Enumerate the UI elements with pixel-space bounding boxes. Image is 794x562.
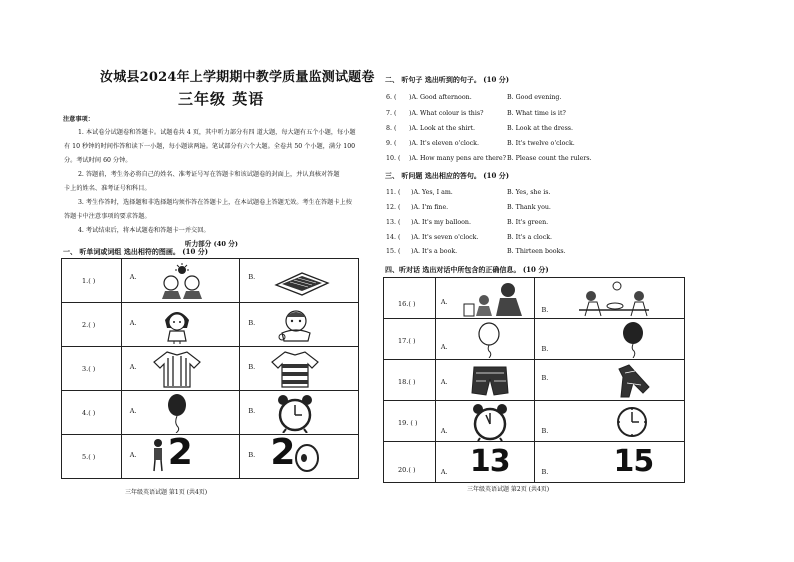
number-two-picture: 2	[270, 432, 296, 473]
option-a: )A. Look at the shirt.	[409, 125, 476, 132]
option-b: B. Yes, she is.	[507, 189, 551, 196]
option-a: )A. Good afternoon.	[409, 94, 472, 101]
option-a: )A. What colour is this?	[409, 110, 484, 117]
trousers-picture	[615, 363, 651, 399]
section-3-title: 三、 听问题 选出相应的答句。 (10 分)	[385, 171, 510, 180]
page-footer: 三年级英语试题 第2页 (共4页)	[467, 486, 550, 493]
q-number: 18.( )	[398, 378, 416, 386]
notice-line: 3. 考生作答时，选择题和非选择题均须作答在答题卡上，在本试题卷上答题无效。考生在答题卡上按	[78, 199, 352, 206]
section-4-title: 四、听对话 选出对话中所包含的正确信息。 (10 分)	[385, 265, 549, 274]
option-b-label: B.	[248, 363, 256, 371]
section-1-title: 一、 听单词或词组 选出相符的图画。 (10 分)	[63, 247, 209, 256]
q-number: 6. (	[386, 94, 397, 101]
option-a-label: A.	[129, 363, 137, 371]
option-b-label: B.	[541, 374, 549, 382]
option-a-label: A.	[129, 451, 137, 459]
white-balloon-picture	[474, 322, 504, 358]
q-number: 12. (	[386, 204, 401, 211]
option-b-label: B.	[541, 427, 549, 435]
q-number: 8. (	[386, 125, 397, 132]
option-b: B. Thirteen books.	[507, 248, 566, 255]
notice-line: 有 10 秒钟的时间作答和读下一小题，每小题读两遍。笔试部分有六个大题。全卷共 50 个小题，满分 100	[64, 143, 356, 150]
girl-picture	[160, 306, 194, 344]
option-b-label: B.	[248, 451, 256, 459]
option-b-label: B.	[248, 273, 256, 281]
alarm-clock-picture	[274, 393, 316, 433]
q-number: 7. (	[386, 110, 397, 117]
option-b: B. What time is it?	[507, 110, 566, 117]
option-a-label: A.	[440, 378, 448, 386]
q-number: 17.( )	[398, 337, 416, 345]
option-a: )A. It's eleven o'clock.	[409, 140, 479, 147]
section-2-title: 二、 听句子 选出听到的句子。 (10 分)	[385, 75, 510, 84]
child-picture	[150, 437, 166, 473]
book-picture	[272, 265, 332, 297]
option-b: B. Thank you.	[507, 204, 551, 211]
notice-line: 2. 答题前，考生务必将自己的姓名、准考证号写在答题卡和该试题卷的封面上，并认真核对答题	[78, 171, 340, 178]
notice-line: 答题卡中注意事项的要求答题。	[64, 213, 151, 220]
question-table-4	[383, 277, 685, 483]
notice-line: 卡上的姓名、准考证号和科目。	[64, 185, 151, 192]
q-number: 5.( )	[82, 453, 96, 461]
number-fifteen-picture: 15	[613, 444, 654, 479]
q-number: 11. (	[386, 189, 401, 196]
q-number: 14. (	[386, 234, 401, 241]
exam-page-2	[385, 0, 794, 562]
notice-line: 分。考试时间 60 分钟。	[64, 157, 132, 164]
q-number: 19. ( )	[398, 419, 418, 427]
q-number: 4.( )	[82, 409, 96, 417]
q-number: 2.( )	[82, 321, 96, 329]
question-table-1	[61, 258, 359, 479]
option-a-label: A.	[440, 343, 448, 351]
shirt-picture	[152, 350, 202, 388]
notice-line: 4. 考试结束后，将本试题卷和答题卡一并交回。	[78, 227, 210, 234]
option-b: B. Please count the rulers.	[507, 155, 592, 162]
exam-subtitle: 三年级 英语	[178, 90, 265, 108]
page-footer: 三年级英语试题 第1页 (共4页)	[125, 489, 208, 496]
q-number: 9. (	[386, 140, 397, 147]
option-a-label: A.	[440, 427, 448, 435]
option-a: )A. It's seven o'clock.	[411, 234, 479, 241]
q-number: 20.( )	[398, 466, 416, 474]
notice-line: 1. 本试卷分试题卷和答题卡。试题卷共 4 页，其中听力部分有四 道大题，每大题有五个小题，每小题	[78, 129, 356, 136]
option-b-label: B.	[541, 468, 549, 476]
baby-picture	[274, 307, 318, 343]
option-b-label: B.	[248, 407, 256, 415]
kids-in-sun-picture	[154, 263, 209, 299]
exam-title: 汝城县2024年上学期期中教学质量监测试题卷	[100, 70, 375, 85]
option-b-label: B.	[541, 345, 549, 353]
option-a-label: A.	[129, 407, 137, 415]
option-a-label: A.	[440, 298, 448, 306]
option-b: B. It's green.	[507, 219, 549, 226]
sweater-picture	[270, 350, 320, 388]
option-a: )A. It's my balloon.	[411, 219, 471, 226]
q-number: 1.( )	[82, 277, 96, 285]
option-a-label: A.	[129, 273, 137, 281]
balloon-picture	[162, 393, 192, 433]
listening-part-title: 听力部分 (40 分)	[185, 240, 238, 248]
number-thirteen-picture: 13	[469, 444, 510, 479]
option-b: B. It's twelve o'clock.	[507, 140, 575, 147]
zero-egg-picture	[294, 443, 320, 473]
option-a-label: A.	[440, 468, 448, 476]
alarm-clock-picture	[470, 403, 510, 441]
option-a-label: A.	[129, 319, 137, 327]
q-number: 3.( )	[82, 365, 96, 373]
option-b: B. Look at the dress.	[507, 125, 574, 132]
wall-clock-picture	[615, 405, 649, 439]
shorts-picture	[470, 365, 510, 397]
option-b: B. Good evening.	[507, 94, 562, 101]
number-two-picture: 2	[167, 432, 193, 473]
option-b-label: B.	[248, 319, 256, 327]
family-picture	[456, 280, 532, 317]
option-a: )A. It's a book.	[411, 248, 458, 255]
option-a: )A. How many pens are there?	[409, 155, 506, 162]
option-b-label: B.	[541, 306, 549, 314]
q-number: 13. (	[386, 219, 401, 226]
q-number: 16.( )	[398, 300, 416, 308]
black-balloon-picture	[619, 321, 647, 358]
dinner-picture	[569, 280, 659, 317]
notice-title: 注意事项：	[63, 116, 94, 123]
q-number: 15. (	[386, 248, 401, 255]
option-a: )A. I'm fine.	[411, 204, 449, 211]
q-number: 10. (	[386, 155, 401, 162]
option-b: B. It's a clock.	[507, 234, 553, 241]
option-a: )A. Yes, I am.	[411, 189, 453, 196]
